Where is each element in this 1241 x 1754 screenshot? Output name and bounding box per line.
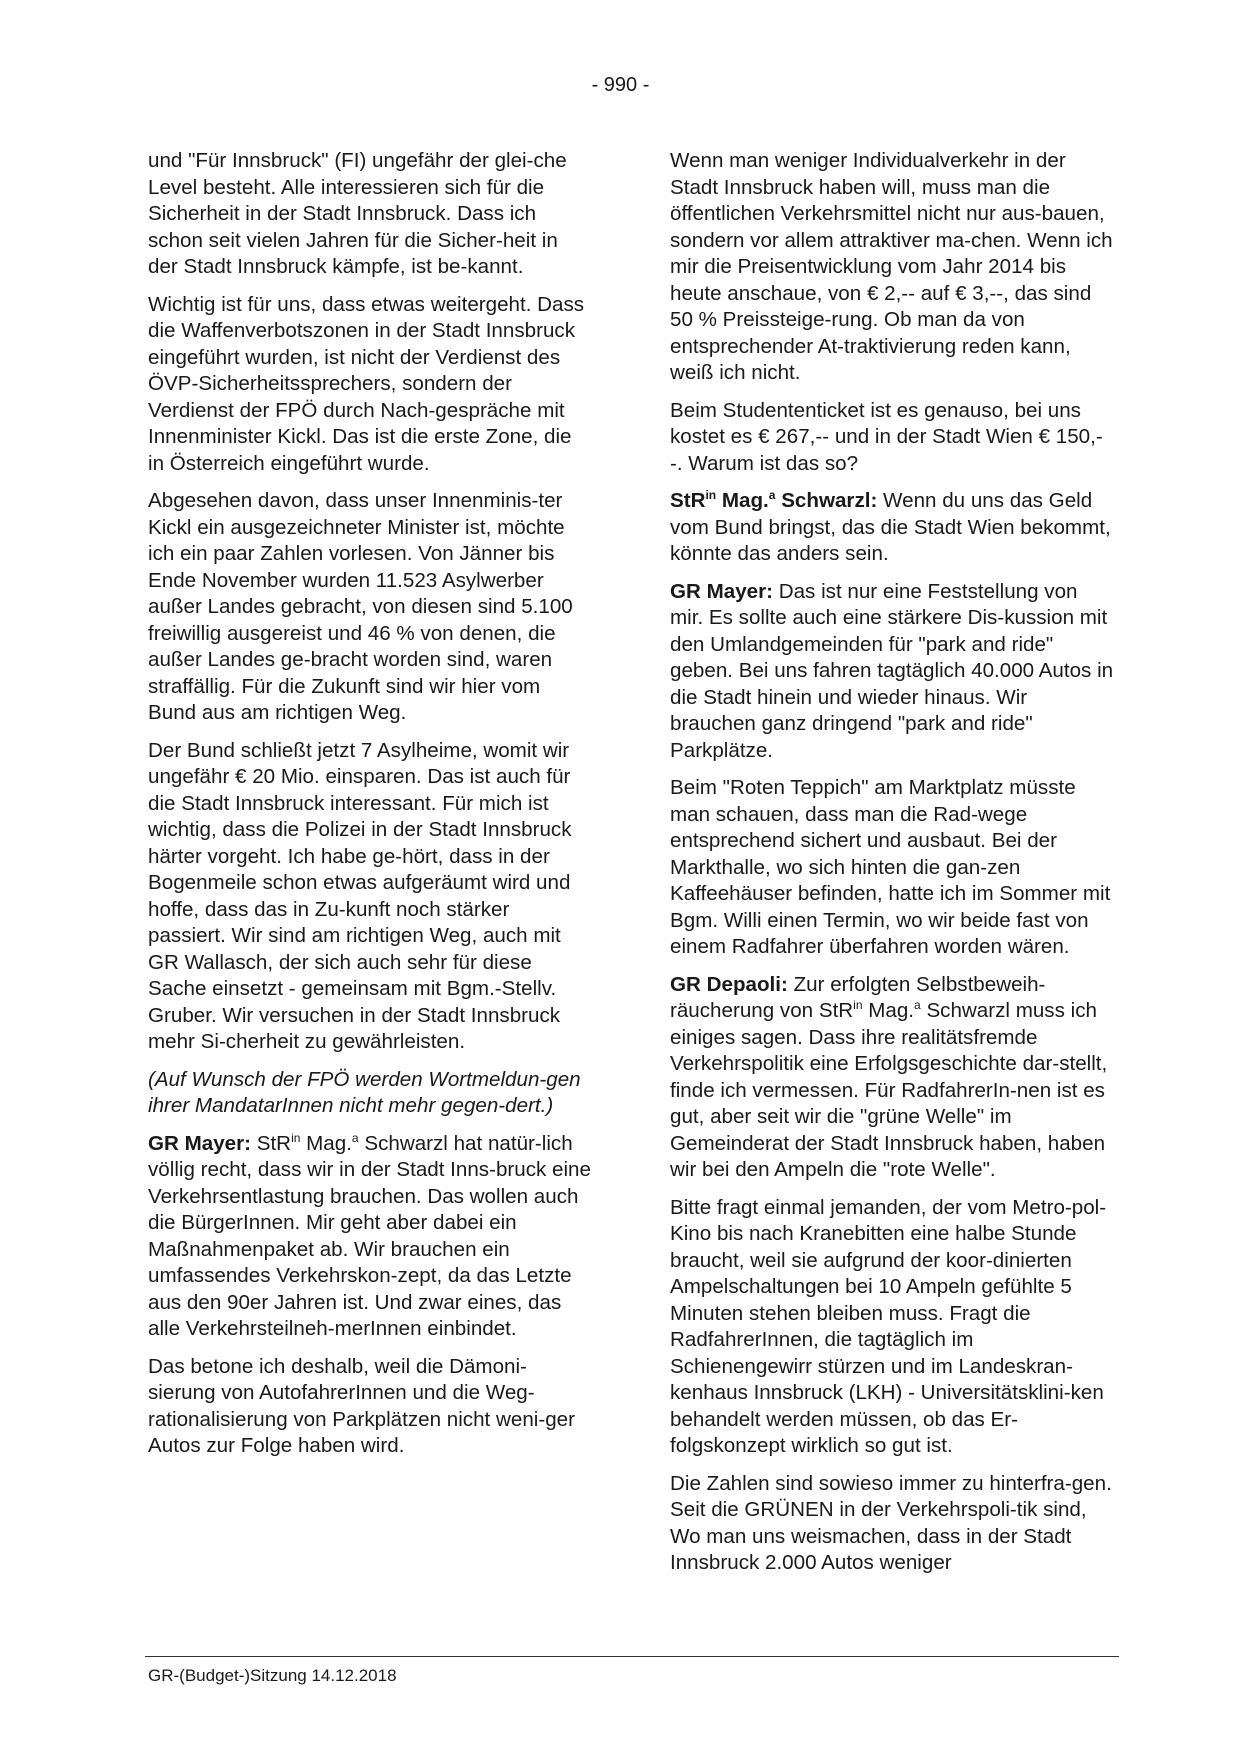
paragraph: Die Zahlen sind sowieso immer zu hinterfra-gen. Seit die GRÜNEN in der Verkehrspoli-tik sind, Wo man uns weismachen, dass in der Stadt Innsbruck 2.000 Autos weniger — [670, 1471, 1112, 1574]
paragraph: Der Bund schließt jetzt 7 Asylheime, womit wir ungefähr € 20 Mio. einsparen. Das ist auch für die Stadt Innsbruck interessant. Für mich ist wichtig, dass die Polizei in der Stadt Innsbruck härter vorgeht. Ich habe ge-hört, dass in der Bogenmeile schon etwas aufgeräumt wird und hoffe, dass das in Zu-kunft noch stärker passiert. Wir sind am richtigen Weg, auch mit GR Wallasch, der sich auch sehr für diese Sache einsetzt - gemeinsam mit Bgm.-Stellv. Gruber. Wir versuchen in der Stadt Innsbruck mehr Si-cherheit zu gewährleisten. — [148, 738, 572, 1053]
speech-text: Mag. — [862, 999, 915, 1022]
speaker-name-part: Schwarzl: — [775, 489, 878, 512]
speech-text: Wenn du uns das Geld vom Bund bringst, das die Stadt Wien bekommt, könnte das anders sein. — [670, 489, 1111, 565]
paragraph: Abgesehen davon, dass unser Innenminis-ter Kickl ein ausgezeichneter Minister ist, möchte ich ein paar Zahlen vorlesen. Von Jänner bis Ende November wurden 11.523 Asylwerber außer Landes gebracht, von diesen sind 5.100 freiwillig ausgereist und 46 % von denen, die außer Landes ge-bracht worden sind, waren straffällig. Für die Zukunft sind wir hier vom Bund aus am richtigen Weg. — [148, 489, 573, 724]
speech-text: StR — [251, 1131, 292, 1155]
paragraph: Bitte fragt einmal jemanden, der vom Metro-pol-Kino bis nach Kranebitten eine halbe Stunde braucht, weil sie aufgrund der koor-dinierten Ampelschaltungen bei 10 Ampeln gefühlte 5 Minuten stehen bleiben muss. Fragt die RadfahrerInnen, die tagtäglich im Schienengewirr stürzen und im Landeskran-kenhaus Innsbruck (LKH) - Universitätsklini-ken behandelt werden müssen, ob das Er-folgskonzept wirklich so gut ist. — [670, 1195, 1107, 1457]
paragraph: Beim "Roten Teppich" am Marktplatz müsste man schauen, dass man die Rad-wege entsprechend sichert und ausbaut. Bei der Markthalle, wo sich hinten die gan-zen Kaffeehäuser befinden, hatte ich im Sommer mit Bgm. Willi einen Termin, wo wir beide fast von einem Radfahrer überfahren worden wären. — [670, 776, 1111, 958]
speech-paragraph — [148, 1131, 592, 1343]
left-column — [148, 148, 592, 1471]
footer-session-label: GR-(Budget-)Sitzung 14.12.2018 — [148, 1666, 397, 1685]
paragraph: und "Für Innsbruck" (FI) ungefähr der glei-che Level besteht. Alle interessieren sich für die Sicherheit in der Stadt Innsbruck. Dass ich schon seit vielen Jahren für die Sicher-heit in der Stadt Innsbruck kämpfe, ist be-kannt. — [148, 149, 567, 278]
superscript: in — [291, 1130, 301, 1145]
speaker-name: GR Depaoli: — [670, 972, 788, 996]
superscript: a — [768, 488, 776, 503]
speaker-name-part: Mag. — [716, 489, 769, 512]
speech-paragraph — [670, 972, 1114, 1184]
footer-divider — [145, 1656, 1119, 1657]
speaker-name: GR Mayer: — [670, 579, 773, 603]
superscript: in — [853, 998, 863, 1013]
paragraph: Wichtig ist für uns, dass etwas weitergeht. Dass die Waffenverbotszonen in der Stadt Innsbruck eingeführt wurden, ist nicht der Verdienst des ÖVP-Sicherheitssprechers, sondern der Verdienst der FPÖ durch Nach-gespräche mit Innenminister Kickl. Das ist die erste Zone, die in Österreich eingeführt wurde. — [148, 292, 585, 475]
speech-text: Schwarzl muss ich einiges sagen. Dass ihre realitätsfremde Verkehrspolitik eine Erfolgsgeschichte dar-stellt, finde ich vermessen. Für RadfahrerIn-nen ist es gut, aber seit wir die "grüne Welle" im Gemeinderat der Stadt Innsbruck haben, haben wir bei den Ampeln die "rote Welle". — [670, 999, 1108, 1181]
superscript: a — [914, 998, 921, 1013]
speech-paragraph — [670, 579, 1114, 765]
paragraph: Beim Studententicket ist es genauso, bei uns kostet es € 267,-- und in der Stadt Wien € 150,--. Warum ist das so? — [670, 398, 1103, 475]
speech-paragraph — [670, 488, 1114, 568]
speaker-name — [670, 489, 877, 512]
right-column — [670, 148, 1114, 1588]
speech-text: Schwarzl hat natür-lich völlig recht, dass wir in der Stadt Inns-bruck eine Verkehrsentlastung brauchen. Das wollen auch die BürgerInnen. Mir geht aber dabei ein Maßnahmenpaket ab. Wir brauchen ein umfassendes Verkehrskon-zept, da das Letzte aus den 90er Jahren ist. Und zwar eines, das alle Verkehrsteilneh-merInnen einbindet. — [148, 1131, 591, 1340]
superscript: a — [351, 1130, 359, 1145]
superscript: in — [705, 488, 717, 503]
editorial-note: (Auf Wunsch der FPÖ werden Wortmeldun-gen ihrer MandatarInnen nicht mehr gegen-dert.) — [148, 1067, 581, 1117]
page-number: - 990 - — [591, 74, 650, 96]
speech-text: Das ist nur eine Feststellung von mir. Es sollte auch eine stärkere Dis-kussion mit den Umlandgemeinden für "park and ride" geben. Bei uns fahren tagtäglich 40.000 Autos in die Stadt hinein und wieder hinaus. Wir brauchen ganz dringend "park and ride" Parkplätze. — [670, 579, 1114, 762]
speech-text: Mag. — [300, 1131, 352, 1155]
speaker-name: GR Mayer: — [148, 1131, 251, 1155]
paragraph: Das betone ich deshalb, weil die Dämoni-sierung von AutofahrerInnen und die Weg-rationalisierung von Parkplätzen nicht weni-ger Autos zur Folge haben wird. — [148, 1354, 575, 1457]
speaker-name-part: StR — [670, 489, 706, 512]
speech-text: Zur erfolgten Selbstbeweih-räucherung von StR — [670, 972, 1046, 1022]
paragraph: Wenn man weniger Individualverkehr in der Stadt Innsbruck haben will, muss man die öffentlichen Verkehrsmittel nicht nur aus-bauen, sondern vor allem attraktiver ma-chen. Wenn ich mir die Preisentwicklung vom Jahr 2014 bis heute anschaue, von € 2,-- auf € 3,--, das sind 50 % Preissteige-rung. Ob man da von entsprechender At-traktivierung reden kann, weiß ich nicht. — [670, 149, 1113, 384]
